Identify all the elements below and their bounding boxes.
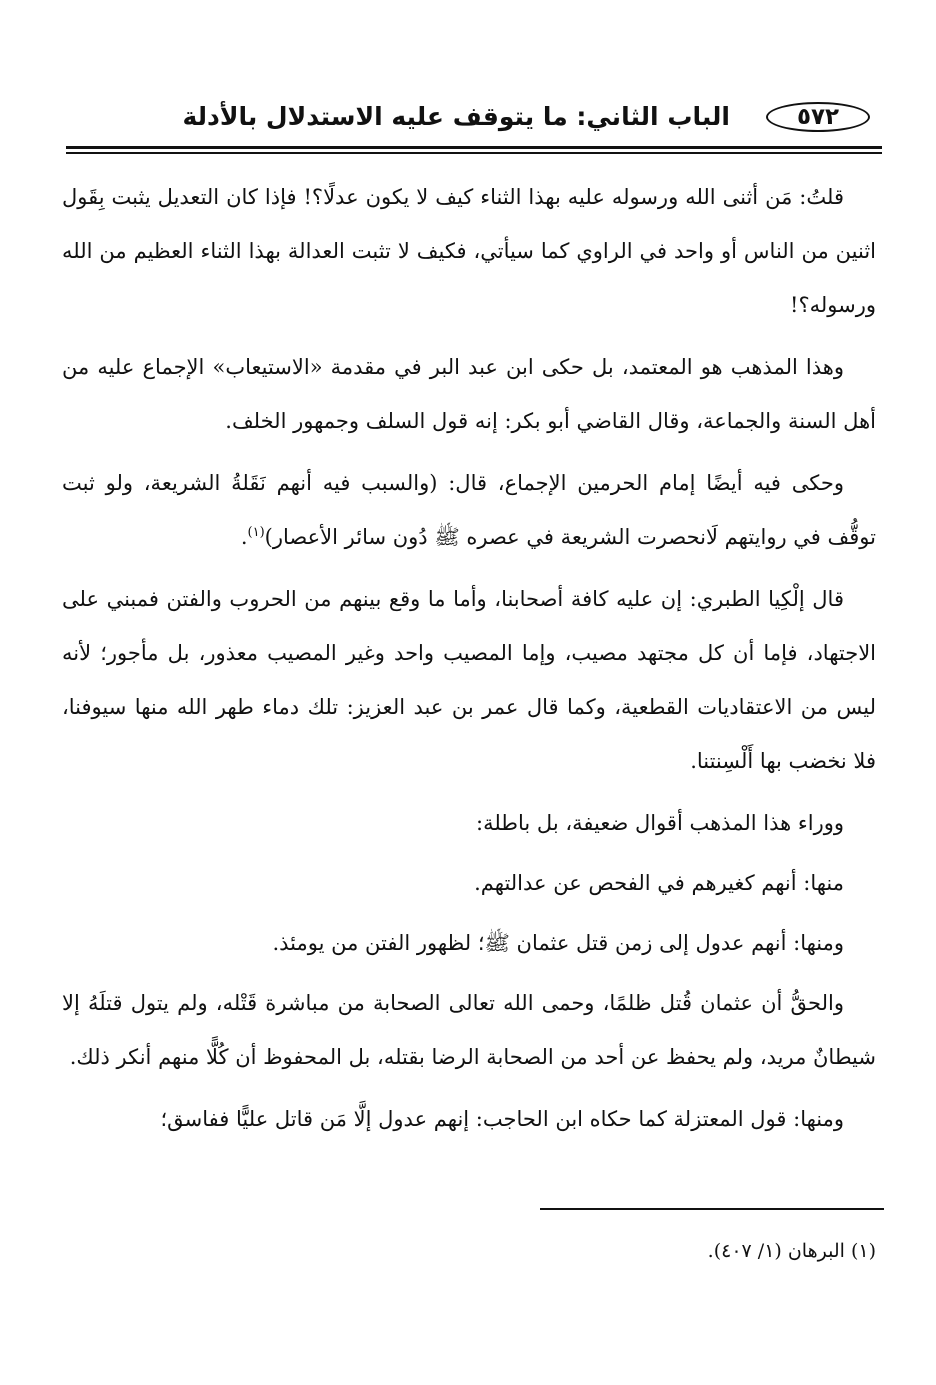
paragraph-7: ومنها: أنهم عدول إلى زمن قتل عثمان ﷺ؛ لظهور الفتن من يومئذ. (272, 931, 844, 955)
paragraph-6: منها: أنهم كغيرهم في الفحص عن عدالتهم. (474, 871, 844, 895)
paragraph-4: قال إلْكِيا الطبري: إن عليه كافة أصحابنا، وأما ما وقع بينهم من الحروب والفتن فمبني على الاجتهاد، فإما أن كل مجتهد مصيب، وإما المصيب واحد وغير المصيب معذور، بل مأجور؛ لأنه ليس من الاعتقاديات القطعية، وكما قال عمر بن عبد العزيز: تلك دماء طهر الله منها سيوفنا، فلا نخضب بها أَلْسِنتنا. (62, 587, 876, 773)
footnote: (١) البرهان (١/ ٤٠٧). (707, 1240, 876, 1262)
footnote-separator (540, 1208, 884, 1210)
header-rule-thick (66, 146, 882, 149)
paragraph-2: وهذا المذهب هو المعتمد، بل حكى ابن عبد البر في مقدمة «الاستيعاب» الإجماع عليه من أهل السنة والجماعة، وقال القاضي أبو بكر: إنه قول السلف وجمهور الخلف. (62, 355, 876, 433)
chapter-title: الباب الثاني: ما يتوقف عليه الاستدلال بالأدلة (182, 102, 730, 131)
paragraph-5: ووراء هذا المذهب أقوال ضعيفة، بل باطلة: (476, 811, 844, 835)
paragraph-9: ومنها: قول المعتزلة كما حكاه ابن الحاجب: إنهم عدول إلَّا مَن قاتل عليًّا ففاسق؛ (160, 1107, 844, 1131)
paragraph-3-tail: . (240, 525, 248, 549)
footnote-marker: (١) (247, 525, 265, 540)
page-number: ٥٧٢ (796, 104, 840, 130)
paragraph-8: والحقُّ أن عثمان قُتل ظلمًا، وحمى الله تعالى الصحابة من مباشرة قَتْله، ولم يتول قتلَهُ إلا شيطانٌ مريد، ولم يحفظ عن أحد من الصحابة الرضا بقتله، بل المحفوظ أن كُلًّا منهم أنكر ذلك. (62, 991, 876, 1069)
page-header (62, 96, 882, 140)
paragraph-1: قلتُ: مَن أثنى الله ورسوله عليه بهذا الثناء كيف لا يكون عدلًا؟! فإذا كان التعديل يثبت بِقَول اثنين من الناس أو واحد في الراوي كما سيأتي، فكيف لا تثبت العدالة بهذا الثناء العظيم من الله ورسوله؟! (62, 185, 876, 317)
paragraph-3-text: وحكى فيه أيضًا إمام الحرمين الإجماع، قال: (والسبب فيه أنهم نَقَلةُ الشريعة، ولو ثبت توقُّف في روايتهم لَانحصرت الشريعة في عصره ﷺ دُون سائر الأعصار) (62, 471, 876, 549)
paragraph-3 (62, 456, 876, 564)
header-rule-thin (66, 152, 882, 154)
body-text (62, 170, 876, 1154)
